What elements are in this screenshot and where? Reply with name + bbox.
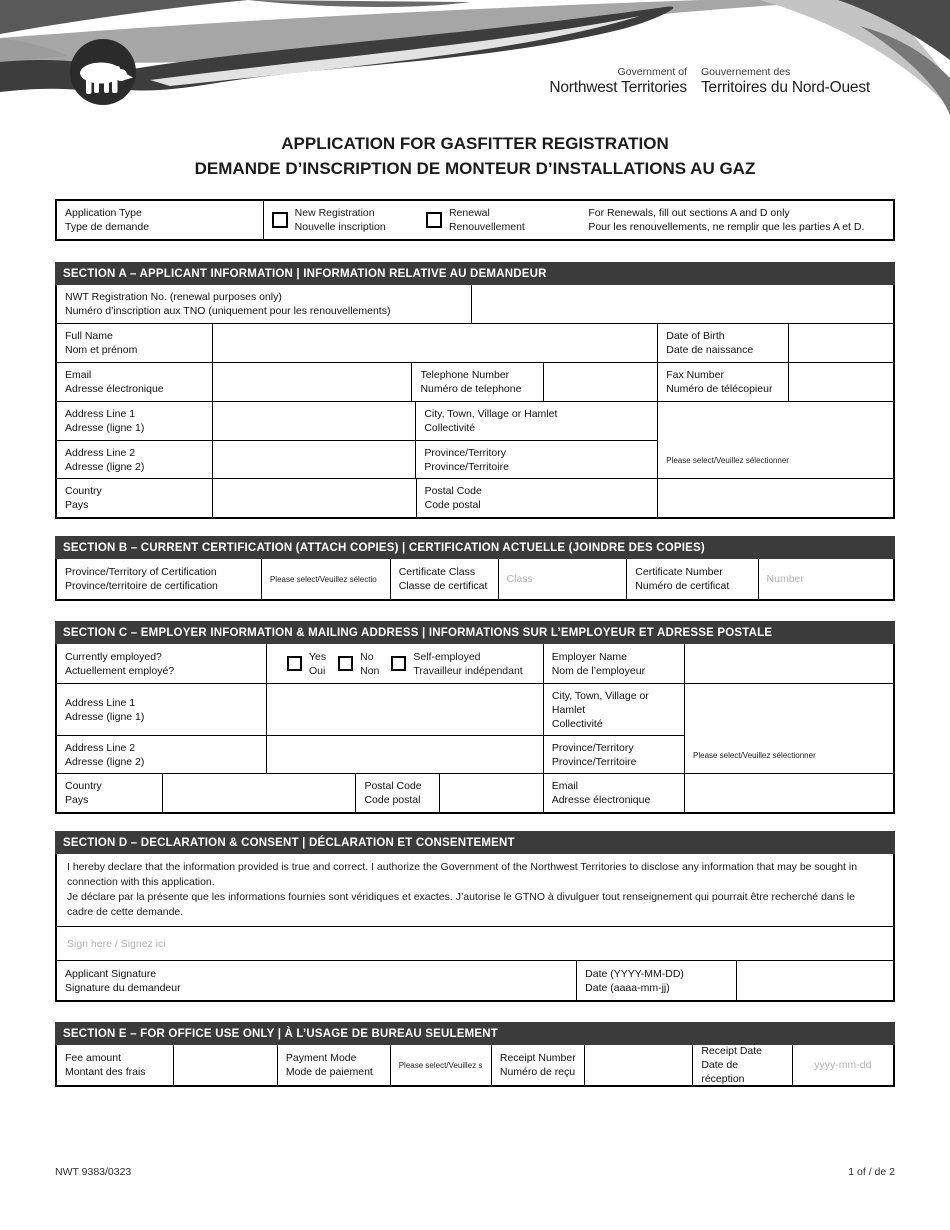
telephone-label: Telephone Number Numéro de telephone [411,363,542,401]
payment-mode-select[interactable]: Please select/Veuillez s [390,1045,491,1085]
certificate-class-input[interactable]: Class [498,559,627,599]
province-label: Province/Territory Province/Territoire [415,441,657,478]
new-registration-checkbox[interactable] [272,212,288,228]
section-b-table [55,559,895,601]
city-input-and-province-select[interactable] [657,402,893,478]
employer-postal-label: Postal Code Code postal [355,774,439,812]
certificate-number-input[interactable]: Number [758,559,894,599]
country-label: Country Pays [65,485,102,511]
header-swoosh-graphic [0,0,950,115]
application-type-label: Application Type Type de demande [65,207,150,233]
full-name-input[interactable] [212,324,657,362]
fee-amount-input[interactable] [173,1045,277,1085]
declaration-text: I hereby declare that the information provided is true and correct. I authorize the Government of the Northwest Territories to disclose any information that may be sought in connection with this application. Je déclare par la présente que les informations fournies sont véridiques et exactes. J’autorise le GTNO à divulguer tout renseignement qui pourrait être recherché dans le cadre de cette demande. [67,861,858,918]
form-number: NWT 9383/0323 [55,1166,132,1178]
application-type-table [55,199,895,241]
section-b-header: SECTION B – CURRENT CERTIFICATION (ATTACH COPIES) | CERTIFICATION ACTUELLE (JOINDRE DES COPIES) [55,536,895,559]
receipt-number-label: Receipt Number Numéro de reçu [491,1045,585,1085]
city-label: City, Town, Village or Hamlet Collectivité [415,402,657,440]
gov-fr-bottom: Territoires du Nord-Ouest [700,79,870,96]
certificate-number-label: Certificate Number Numéro de certificat [626,559,757,599]
fee-amount-label: Fee amount Montant des frais [65,1052,146,1078]
section-e-header: SECTION E – FOR OFFICE USE ONLY | À L’USAGE DE BUREAU SEULEMENT [55,1022,895,1045]
page-title-en: APPLICATION FOR GASFITTER REGISTRATION [281,134,669,153]
employer-name-input[interactable] [684,644,893,683]
employer-address2-label: Address Line 2 Adresse (ligne 2) [65,741,145,768]
section-a-header: SECTION A – APPLICANT INFORMATION | INFORMATION RELATIVE AU DEMANDEUR [55,262,895,285]
renewal-note: For Renewals, fill out sections A and D only Pour les renouvellements, ne remplir que les parties A et D. [588,207,865,233]
employer-email-label: Email Adresse électronique [543,774,684,812]
employer-country-label: Country Pays [65,780,102,806]
address1-input[interactable] [212,402,415,440]
employer-city-label: City, Town, Village or Hamlet Collectivité [543,684,684,735]
email-input[interactable] [212,363,411,401]
self-employed-label: Self-employed Travailleur indépendant [413,650,523,677]
section-a-table [55,285,895,519]
postal-code-label: Postal Code Code postal [416,479,658,517]
payment-mode-label: Payment Mode Mode de paiement [277,1045,390,1085]
section-c-header: SECTION C – EMPLOYER INFORMATION & MAILING ADDRESS | INFORMATIONS SUR L’EMPLOYEUR ET ADRESSE POSTALE [55,621,895,644]
page-number: 1 of / de 2 [848,1166,895,1178]
section-d-header: SECTION D – DECLARATION & CONSENT | DÉCLARATION ET CONSENTEMENT [55,831,895,854]
employer-province-territory-select[interactable]: Please select/Veuillez sélectionner [693,751,816,760]
employer-postal-input[interactable] [439,774,543,812]
nwt-registration-label: NWT Registration No. (renewal purposes only) Numéro d’inscription aux TNO (uniquement pour les renouvellements) [65,291,391,317]
employer-country-input[interactable] [162,774,356,812]
new-registration-label: New Registration Nouvelle inscription [294,207,386,233]
government-wordmark [549,66,870,97]
page-title [0,131,950,181]
employed-yes-checkbox[interactable] [287,656,302,671]
receipt-number-input[interactable] [584,1045,692,1085]
telephone-input[interactable] [543,363,658,401]
applicant-signature-label: Applicant Signature Signature du demandeur [65,967,181,994]
signature-field[interactable]: Sign here / Signez ici [67,937,166,950]
address2-input[interactable] [212,441,415,478]
date-signed-input[interactable] [736,961,893,1000]
page-title-fr: DEMANDE D’INSCRIPTION DE MONTEUR D’INSTALLATIONS AU GAZ [194,159,756,178]
certification-province-label: Province/Territory of Certification Province/territoire de certification [65,566,218,592]
fax-input[interactable] [788,363,893,401]
employer-address1-label: Address Line 1 Adresse (ligne 1) [65,696,145,723]
nwt-registration-input[interactable] [471,285,893,323]
postal-code-input[interactable] [657,479,893,517]
renewal-checkbox[interactable] [426,212,442,228]
certificate-class-label: Certificate Class Classe de certificat [390,559,498,599]
employer-city-input-and-province-select[interactable] [684,684,893,773]
receipt-date-label: Receipt Date Date de réception [692,1045,791,1085]
gov-fr-top: Gouvernement des [700,66,791,78]
section-e-table [55,1045,895,1087]
page-footer [55,1166,895,1178]
province-territory-select[interactable]: Please select/Veuillez sélectionner [666,456,789,465]
employer-address1-input[interactable] [266,684,543,735]
employed-no-checkbox[interactable] [338,656,353,671]
employed-no-label: No Non [360,650,380,677]
employer-name-label: Employer Name Nom de l’employeur [543,644,684,683]
employer-email-input[interactable] [684,774,893,812]
gov-en-bottom: Northwest Territories [549,79,687,96]
full-name-label: Full Name Nom et prénom [65,330,138,356]
employed-yes-label: Yes Oui [308,650,327,677]
certification-province-select[interactable]: Please select/Veuillez sélectio [261,559,390,599]
currently-employed-label: Currently employed? Actuellement employé? [65,650,175,677]
gov-en-top: Government of [617,66,687,78]
address1-label: Address Line 1 Adresse (ligne 1) [65,408,145,435]
fax-label: Fax Number Numéro de télécopieur [657,363,788,401]
receipt-date-input[interactable]: yyyy-mm-dd [792,1045,893,1085]
dob-input[interactable] [788,324,893,362]
self-employed-checkbox[interactable] [391,656,406,671]
section-d-table [55,854,895,1002]
country-input[interactable] [212,479,415,517]
email-label: Email Adresse électronique [65,369,164,395]
dob-label: Date of Birth Date de naissance [657,324,788,362]
address2-label: Address Line 2 Adresse (ligne 2) [65,446,145,473]
date-signed-label: Date (YYYY-MM-DD) Date (aaaa-mm-jj) [576,961,736,1000]
section-c-table [55,644,895,814]
employer-address2-input[interactable] [266,736,543,773]
renewal-label: Renewal Renouvellement [448,207,525,233]
gnwt-polar-bear-logo [70,39,136,105]
employer-province-label: Province/Territory Province/Territoire [543,736,684,773]
